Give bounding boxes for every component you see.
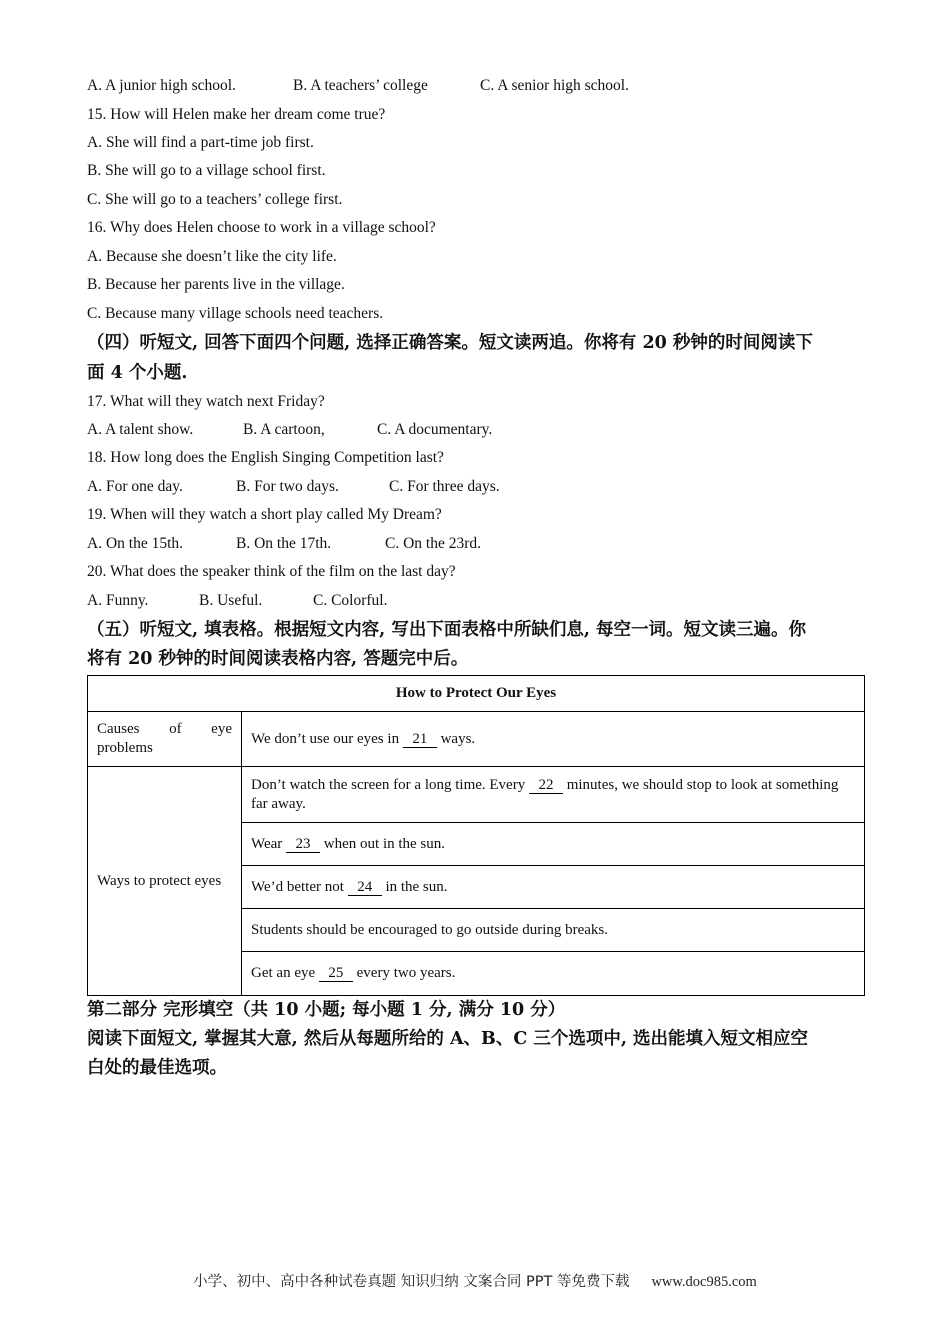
- part2-title: 第二部分 完形填空（共 10 小题; 每小题 1 分, 满分 10 分）: [87, 1000, 566, 1020]
- part2-instruction-line1: 阅读下面短文, 掌握其大意, 然后从每题所给的 A、B、C 三个选项中, 选出能填入短文相应空: [87, 1029, 809, 1049]
- q19-option-b: B. On the 17th.: [236, 535, 332, 552]
- way-row: [242, 909, 865, 952]
- part2-instruction-line2: 白处的最佳选项。: [87, 1058, 227, 1078]
- way-text-before: Don’t watch the screen for a long time. Every: [251, 776, 529, 793]
- blank-23: 23: [286, 836, 320, 853]
- blank-25: 25: [319, 965, 353, 982]
- q14-option-c: C. A senior high school.: [480, 77, 629, 94]
- page-footer: [0, 1270, 950, 1291]
- q17-option-c: C. A documentary.: [377, 421, 493, 438]
- way-text-after: every two years.: [352, 965, 456, 981]
- q16-option-a: A. Because she doesn’t like the city life.: [87, 248, 337, 265]
- q14-option-a: A. A junior high school.: [87, 77, 236, 94]
- q16-option-c: C. Because many village schools need teachers.: [87, 305, 384, 322]
- way-row: [242, 866, 865, 909]
- q20-question: 20. What does the speaker think of the film on the last day?: [87, 563, 456, 580]
- footer-url[interactable]: www.doc985.com: [651, 1274, 757, 1290]
- cause-text-before: We don’t use our eyes in: [251, 730, 403, 747]
- q18-question: 18. How long does the English Singing Competition last?: [87, 449, 444, 466]
- q15-question: 15. How will Helen make her dream come true?: [87, 106, 386, 123]
- section4-heading-line1: （四）听短文, 回答下面四个问题, 选择正确答案。短文读两追。你将有 20 秒钟的时间阅读下: [87, 333, 813, 353]
- cause-text-after: ways.: [436, 730, 476, 747]
- way-text: Students should be encouraged to go outside during breaks.: [251, 921, 609, 938]
- way-text-before: We’d better not: [251, 878, 348, 895]
- q18-option-c: C. For three days.: [389, 478, 500, 495]
- q19-question: 19. When will they watch a short play called My Dream?: [87, 506, 442, 523]
- way-row: [242, 767, 865, 823]
- section5-heading-line2: 将有 20 秒钟的时间阅读表格内容, 答题完中后。: [87, 649, 469, 669]
- section4-heading-line2: 面 4 个小题.: [87, 363, 188, 383]
- q14-option-b: B. A teachers’ college: [293, 77, 428, 94]
- footer-text: 小学、初中、高中各种试卷真题 知识归纳 文案合同 PPT 等免费下载: [193, 1274, 630, 1290]
- q17-question: 17. What will they watch next Friday?: [87, 393, 325, 410]
- way-text-before: Get an eye: [251, 965, 319, 981]
- eye-protection-table: [87, 675, 865, 996]
- blank-21: 21: [403, 731, 437, 748]
- q18-option-b: B. For two days.: [236, 478, 339, 495]
- q17-option-b: B. A cartoon,: [243, 421, 325, 438]
- blank-22: 22: [529, 777, 563, 794]
- way-row: [242, 952, 865, 996]
- way-text-after: in the sun.: [381, 878, 448, 895]
- way-row: [242, 823, 865, 866]
- table-title: How to Protect Our Eyes: [88, 676, 865, 712]
- cause-cell: [242, 712, 865, 767]
- q19-option-a: A. On the 15th.: [87, 535, 184, 552]
- blank-24: 24: [348, 879, 382, 896]
- q17-option-a: A. A talent show.: [87, 421, 194, 438]
- q20-option-c: C. Colorful.: [313, 592, 388, 609]
- q20-option-a: A. Funny.: [87, 592, 149, 609]
- q16-option-b: B. Because her parents live in the village.: [87, 276, 345, 293]
- q20-option-b: B. Useful.: [199, 592, 263, 609]
- causes-label: Causes of eye problems: [88, 712, 242, 767]
- section5-heading-line1: （五）听短文, 填表格。根据短文内容, 写出下面表格中所缺们息, 每空一词。短文读三遍。你: [87, 620, 807, 640]
- q16-question: 16. Why does Helen choose to work in a village school?: [87, 219, 436, 236]
- q15-option-c: C. She will go to a teachers’ college first.: [87, 191, 343, 208]
- ways-label: Ways to protect eyes: [88, 767, 242, 996]
- q18-option-a: A. For one day.: [87, 478, 183, 495]
- way-text-after: when out in the sun.: [320, 835, 446, 852]
- way-text-before: Wear: [251, 835, 287, 852]
- q15-option-a: A. She will find a part-time job first.: [87, 134, 314, 151]
- q15-option-b: B. She will go to a village school first.: [87, 162, 326, 179]
- q19-option-c: C. On the 23rd.: [385, 535, 482, 552]
- way-text-after: minutes, we should stop to look at something far away.: [251, 776, 839, 812]
